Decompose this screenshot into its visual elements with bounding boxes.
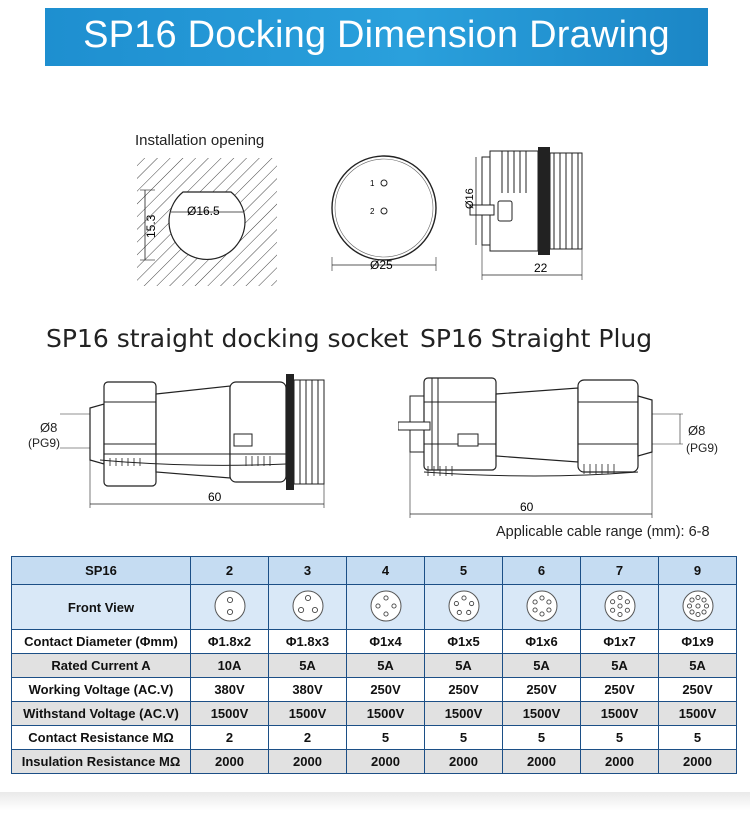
table-cell: 380V bbox=[191, 678, 269, 702]
front-face-drawing bbox=[322, 145, 447, 280]
plug-cable-diameter: Ø8 bbox=[688, 423, 706, 438]
plug-length-label: 60 bbox=[520, 500, 534, 514]
pin-hole bbox=[701, 609, 705, 613]
pin-hole bbox=[391, 603, 395, 607]
front-view-cell bbox=[503, 585, 581, 630]
pin-hole bbox=[532, 607, 536, 611]
table-cell: 10A bbox=[191, 654, 269, 678]
table-cell: Φ1x6 bbox=[503, 630, 581, 654]
table-cell: 250V bbox=[425, 678, 503, 702]
table-cell: 2000 bbox=[503, 750, 581, 774]
pin-face-icon bbox=[447, 589, 481, 623]
front-view-cell bbox=[347, 585, 425, 630]
table-cell: 5A bbox=[347, 654, 425, 678]
pin-2-hole bbox=[381, 208, 387, 214]
table-cell: 5A bbox=[659, 654, 737, 678]
pin-hole bbox=[610, 608, 614, 612]
table-cell: 2000 bbox=[425, 750, 503, 774]
table-cell: 5 bbox=[659, 726, 737, 750]
row-label: Rated Current A bbox=[12, 654, 191, 678]
front-view-cell bbox=[659, 585, 737, 630]
row-label: Working Voltage (AC.V) bbox=[12, 678, 191, 702]
socket-cable-pg: (PG9) bbox=[28, 436, 61, 450]
table-cell: 2000 bbox=[347, 750, 425, 774]
table-cell: 250V bbox=[347, 678, 425, 702]
title-banner bbox=[45, 8, 708, 66]
row-label: Contact Resistance MΩ bbox=[12, 726, 191, 750]
plug-drawing bbox=[398, 368, 688, 520]
table-cell: 1500V bbox=[269, 702, 347, 726]
pin-hole bbox=[461, 595, 465, 599]
table-cell: 5 bbox=[425, 726, 503, 750]
hole-diameter-label: Ø16.5 bbox=[187, 204, 220, 218]
pin-hole bbox=[469, 601, 473, 605]
side-diameter-label: Ø16 bbox=[464, 188, 476, 209]
table-cell: 2000 bbox=[269, 750, 347, 774]
pin-hole bbox=[466, 610, 470, 614]
table-cell: 5A bbox=[581, 654, 659, 678]
table-row bbox=[12, 702, 737, 726]
pin-face-icon bbox=[681, 589, 715, 623]
pin-hole bbox=[298, 607, 303, 612]
side-view-drawing bbox=[462, 135, 592, 290]
spec-table bbox=[11, 556, 737, 774]
pin-hole bbox=[617, 612, 621, 616]
table-cell: 5A bbox=[269, 654, 347, 678]
table-cell: 5A bbox=[503, 654, 581, 678]
pin-hole bbox=[457, 610, 461, 614]
pin-face-icon bbox=[525, 589, 559, 623]
table-cell: 380V bbox=[269, 678, 347, 702]
table-cell: 250V bbox=[659, 678, 737, 702]
socket-drawing bbox=[60, 368, 350, 518]
installation-opening-label: Installation opening bbox=[135, 132, 265, 149]
pin-hole bbox=[454, 601, 458, 605]
pin-hole bbox=[375, 603, 379, 607]
table-cell: 5A bbox=[425, 654, 503, 678]
pin-hole bbox=[689, 609, 693, 613]
pin-hole bbox=[687, 603, 691, 607]
table-cell: 2000 bbox=[659, 750, 737, 774]
page-title: SP16 Docking Dimension Drawing bbox=[83, 14, 670, 56]
table-cell: 2000 bbox=[191, 750, 269, 774]
table-cell: 250V bbox=[503, 678, 581, 702]
table-header-cell: 6 bbox=[503, 557, 581, 585]
pin-hole bbox=[305, 595, 310, 600]
flat-height-label: 15.3 bbox=[144, 214, 158, 238]
table-cell: 2000 bbox=[581, 750, 659, 774]
front-view-cell bbox=[269, 585, 347, 630]
table-cell: 1500V bbox=[581, 702, 659, 726]
table-header-label: SP16 bbox=[12, 557, 191, 585]
table-header-cell: 2 bbox=[191, 557, 269, 585]
pin-face-icon bbox=[369, 589, 403, 623]
table-row bbox=[12, 630, 737, 654]
socket-cable-diameter: Ø8 bbox=[40, 420, 58, 435]
front-view-row bbox=[12, 585, 737, 630]
table-row bbox=[12, 750, 737, 774]
table-row bbox=[12, 678, 737, 702]
table-cell: Φ1x7 bbox=[581, 630, 659, 654]
table-cell: 1500V bbox=[503, 702, 581, 726]
front-view-cell bbox=[191, 585, 269, 630]
pin-hole bbox=[704, 603, 708, 607]
pin-hole bbox=[383, 611, 387, 615]
pin-hole bbox=[610, 599, 614, 603]
pin-hole bbox=[539, 611, 543, 615]
table-cell: 2 bbox=[269, 726, 347, 750]
table-row bbox=[12, 654, 737, 678]
front-view-label: Front View bbox=[12, 585, 191, 630]
pin-hole bbox=[383, 595, 387, 599]
table-header-cell: 7 bbox=[581, 557, 659, 585]
pin-1-label: 1 bbox=[370, 179, 375, 188]
pin-hole bbox=[701, 597, 705, 601]
table-cell: 250V bbox=[581, 678, 659, 702]
pin-hole bbox=[695, 603, 699, 607]
table-row bbox=[12, 726, 737, 750]
plug-cable-pg: (PG9) bbox=[686, 441, 719, 455]
table-cell: Φ1x5 bbox=[425, 630, 503, 654]
table-cell: Φ1.8x3 bbox=[269, 630, 347, 654]
table-header-cell: 5 bbox=[425, 557, 503, 585]
socket-title: SP16 straight docking socket bbox=[46, 324, 409, 353]
table-cell: 1500V bbox=[191, 702, 269, 726]
pin-face-icon bbox=[291, 589, 325, 623]
pin-hole bbox=[312, 607, 317, 612]
table-header-row bbox=[12, 557, 737, 585]
socket-length-label: 60 bbox=[208, 490, 222, 504]
table-cell: Φ1.8x2 bbox=[191, 630, 269, 654]
pin-hole bbox=[617, 595, 621, 599]
pin-hole bbox=[227, 609, 232, 614]
table-cell: 5 bbox=[503, 726, 581, 750]
pin-1-hole bbox=[381, 180, 387, 186]
row-label: Withstand Voltage (AC.V) bbox=[12, 702, 191, 726]
table-cell: 2 bbox=[191, 726, 269, 750]
pin-hole bbox=[689, 597, 693, 601]
table-cell: Φ1x4 bbox=[347, 630, 425, 654]
table-cell: 5 bbox=[581, 726, 659, 750]
plug-title: SP16 Straight Plug bbox=[420, 324, 653, 353]
table-cell: 1500V bbox=[425, 702, 503, 726]
front-view-cell bbox=[425, 585, 503, 630]
pin-hole bbox=[625, 608, 629, 612]
table-cell: 1500V bbox=[347, 702, 425, 726]
pin-hole bbox=[546, 599, 550, 603]
cable-range-note: Applicable cable range (mm): 6-8 bbox=[496, 524, 710, 540]
pin-hole bbox=[617, 603, 621, 607]
front-view-cell bbox=[581, 585, 659, 630]
table-cell: 5 bbox=[347, 726, 425, 750]
face-diameter-label: Ø25 bbox=[370, 258, 393, 272]
bottom-shadow bbox=[0, 792, 750, 810]
side-length-label: 22 bbox=[534, 261, 548, 275]
pin-hole bbox=[227, 597, 232, 602]
table-cell: Φ1x9 bbox=[659, 630, 737, 654]
pin-face-icon bbox=[603, 589, 637, 623]
row-label: Insulation Resistance MΩ bbox=[12, 750, 191, 774]
table-cell: 1500V bbox=[659, 702, 737, 726]
installation-opening-drawing bbox=[125, 152, 285, 292]
pin-2-label: 2 bbox=[370, 207, 375, 216]
table-header-cell: 4 bbox=[347, 557, 425, 585]
row-label: Contact Diameter (Φmm) bbox=[12, 630, 191, 654]
pin-hole bbox=[625, 599, 629, 603]
pin-hole bbox=[695, 612, 699, 616]
table-header-cell: 3 bbox=[269, 557, 347, 585]
pin-hole bbox=[539, 595, 543, 599]
pin-face-icon bbox=[213, 589, 247, 623]
opening-shape bbox=[169, 192, 245, 259]
pin-hole bbox=[546, 607, 550, 611]
pin-hole bbox=[532, 599, 536, 603]
pin-hole bbox=[695, 595, 699, 599]
table-header-cell: 9 bbox=[659, 557, 737, 585]
